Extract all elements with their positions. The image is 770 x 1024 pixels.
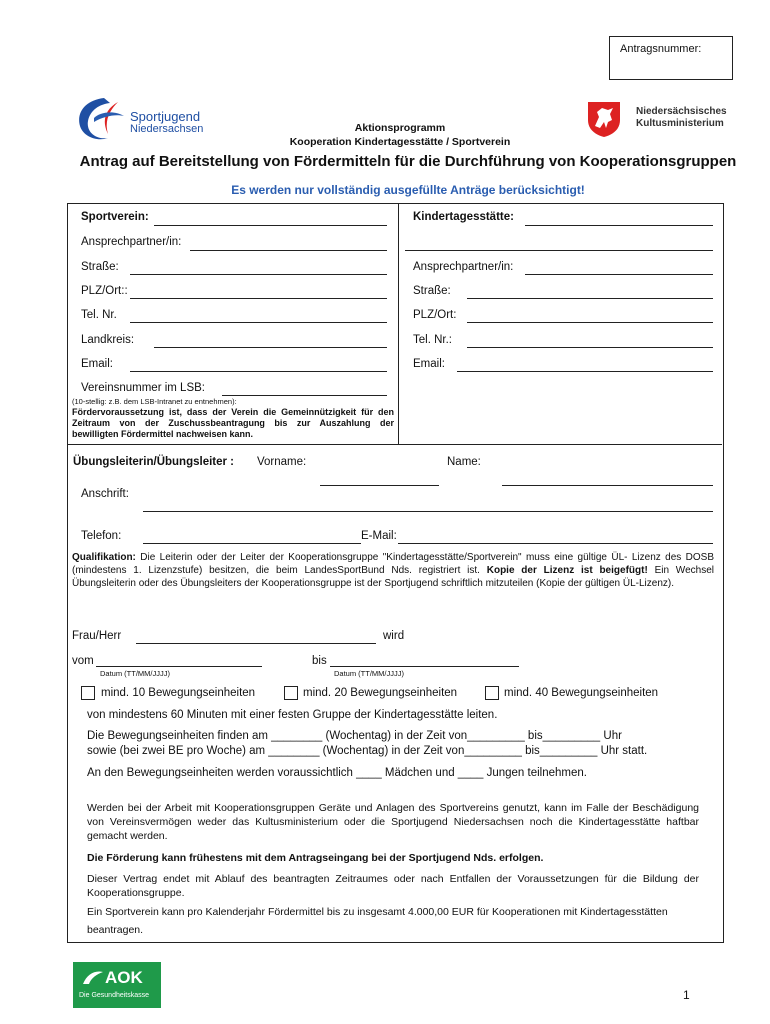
trainer-firstname-label: Vorname: bbox=[257, 456, 307, 468]
trainer-phone-label: Telefon: bbox=[81, 530, 122, 542]
checkbox-20[interactable] bbox=[284, 686, 298, 700]
frauherr-field[interactable] bbox=[136, 643, 376, 644]
verein-number-label: Vereinsnummer im LSB: bbox=[81, 382, 205, 394]
kita-contact-field[interactable] bbox=[525, 274, 713, 275]
verein-plz-label: PLZ/Ort:: bbox=[81, 285, 128, 297]
verein-tel-label: Tel. Nr. bbox=[81, 309, 117, 321]
program-line2: Kooperation Kindertagesstätte / Sportverein bbox=[289, 136, 511, 148]
liability-text: Werden bei der Arbeit mit Kooperationsgruppen Geräte und Anlagen des Sportvereins genutzt, kann im Falle der Beschädigung von Vereinsvermögen weder das Kultusministerium oder die Sportjugend Niedersachsen noch die Kindertagesstätte haftbar gemacht werden. bbox=[87, 802, 699, 842]
verein-tel-field[interactable] bbox=[130, 322, 387, 323]
kita-plz-field[interactable] bbox=[467, 322, 713, 323]
verein-email-field[interactable] bbox=[130, 371, 387, 372]
verein-street-label: Straße: bbox=[81, 261, 119, 273]
trainer-address-label: Anschrift: bbox=[81, 488, 129, 500]
verein-name-field[interactable] bbox=[154, 225, 387, 226]
verein-street-field[interactable] bbox=[130, 274, 387, 275]
verein-contact-label: Ansprechpartner/in: bbox=[81, 236, 182, 248]
checkbox-40[interactable] bbox=[485, 686, 499, 700]
kita-name-field[interactable] bbox=[525, 225, 713, 226]
checkbox-10[interactable] bbox=[81, 686, 95, 700]
qualification-text bbox=[72, 551, 714, 590]
trainer-lastname-label: Name: bbox=[447, 456, 481, 468]
schedule-line-2: sowie (bei zwei BE pro Woche) am ________ (Wochentag) in der Zeit von_________ bis_________ Uhr statt. bbox=[87, 745, 648, 757]
period-from-field[interactable] bbox=[96, 666, 262, 667]
verein-number-hint: (10-stellig: z.B. dem LSB-Intranet zu entnehmen): bbox=[72, 397, 237, 406]
kita-name-field-2[interactable] bbox=[405, 250, 713, 251]
kita-email-label: Email: bbox=[413, 358, 445, 370]
minutes-text: von mindestens 60 Minuten mit einer festen Gruppe der Kindertagesstätte leiten. bbox=[87, 709, 498, 721]
schedule-line-1: Die Bewegungseinheiten finden am ________ (Wochentag) in der Zeit von_________ bis_________ Uhr bbox=[87, 730, 622, 742]
frauherr-wird: wird bbox=[383, 630, 405, 642]
page-number: 1 bbox=[683, 988, 690, 1002]
verein-contact-field[interactable] bbox=[190, 250, 387, 251]
verein-district-label: Landkreis: bbox=[81, 334, 135, 346]
trainer-lastname-field[interactable] bbox=[502, 485, 713, 486]
period-from-hint: Datum (TT/MM/JJJJ) bbox=[100, 669, 170, 678]
kita-plz-label: PLZ/Ort: bbox=[413, 309, 457, 321]
frauherr-label: Frau/Herr bbox=[72, 630, 122, 642]
program-line1: Aktionsprogramm bbox=[354, 122, 446, 134]
period-from-label: vom bbox=[72, 655, 94, 667]
notice: Es werden nur vollständig ausgefüllte Anträge berücksichtigt! bbox=[231, 183, 585, 197]
aok-name: AOK bbox=[105, 968, 143, 987]
checkbox-40-label: mind. 40 Bewegungseinheiten bbox=[504, 687, 659, 699]
earliest-funding: Die Förderung kann frühestens mit dem Antragseingang bei der Sportjugend Nds. erfolgen. bbox=[87, 852, 544, 864]
trainer-address-field[interactable] bbox=[143, 511, 713, 512]
logo-right-line2: Kultusministerium bbox=[636, 118, 724, 129]
kita-email-field[interactable] bbox=[457, 371, 713, 372]
period-to-hint: Datum (TT/MM/JJJJ) bbox=[334, 669, 404, 678]
kita-heading: Kindertagesstätte: bbox=[413, 211, 514, 223]
checkbox-20-label: mind. 20 Bewegungseinheiten bbox=[303, 687, 458, 699]
kita-contact-label: Ansprechpartner/in: bbox=[413, 261, 514, 273]
verein-number-field[interactable] bbox=[222, 395, 387, 396]
aok-tree-icon bbox=[79, 968, 107, 986]
aok-subtitle: Die Gesundheitskasse bbox=[79, 992, 150, 999]
antragsnummer-label: Antragsnummer: bbox=[620, 43, 702, 55]
verein-number-note: Fördervoraussetzung ist, dass der Verein die Gemeinnützigkeit für den Zeitraum von der Zuschussbeantragung bis zur Auszahlung der bewilligten Fördermittel nachweisen kann. bbox=[72, 407, 394, 439]
kita-tel-field[interactable] bbox=[467, 347, 713, 348]
trainer-firstname-field[interactable] bbox=[320, 485, 439, 486]
qualification-text-1: Die Leiterin oder der Leiter der Kooperationsgruppe "Kindertagesstätte/Sportverein" muss eine gültige ÜL- Lizenz des DOSB (mindestens 1. Lizenzstufe) besitzen, die beim LandesSportBund Nds. registriert ist. bbox=[72, 552, 714, 576]
checkbox-10-label: mind. 10 Bewegungseinheiten bbox=[101, 687, 256, 699]
qualification-label: Qualifikation: bbox=[72, 552, 136, 563]
verein-heading: Sportverein: bbox=[81, 211, 149, 223]
aok-logo bbox=[73, 962, 161, 1008]
logo-left-line2: Niedersachsen bbox=[130, 123, 204, 135]
verein-plz-field[interactable] bbox=[130, 298, 387, 299]
logo-right-line1: Niedersächsisches bbox=[636, 106, 727, 117]
period-to-field[interactable] bbox=[330, 666, 519, 667]
funding-limit-text: Ein Sportverein kann pro Kalenderjahr Fördermittel bis zu insgesamt 4.000,00 EUR für Kooperationen mit Kindertagesstätten beantragen. bbox=[87, 906, 668, 936]
period-to-label: bis bbox=[312, 655, 327, 667]
page-title: Antrag auf Bereitstellung von Fördermitteln für die Durchführung von Kooperationsgruppen bbox=[79, 153, 737, 170]
kita-street-label: Straße: bbox=[413, 285, 451, 297]
section-divider-horizontal bbox=[67, 444, 722, 445]
qualification-bold: Kopie der Lizenz ist beigefügt! bbox=[486, 565, 648, 576]
trainer-email-field[interactable] bbox=[398, 543, 713, 544]
qualification-text-2: Ein Wechsel Übungsleiterin oder des Übungsleiters der Kooperationsgruppe ist der Sportjugend schriftlich mitzuteilen (Kopie der gültigen ÜL-Lizenz). bbox=[72, 565, 714, 589]
section-divider-vertical bbox=[398, 203, 399, 445]
kita-tel-label: Tel. Nr.: bbox=[413, 334, 452, 346]
verein-email-label: Email: bbox=[81, 358, 113, 370]
contract-end-text: Dieser Vertrag endet mit Ablauf des beantragten Zeitraumes oder nach Entfallen der Voraussetzungen für die Bildung der Kooperationsgruppe. bbox=[87, 873, 699, 899]
verein-district-field[interactable] bbox=[154, 347, 387, 348]
kita-street-field[interactable] bbox=[467, 298, 713, 299]
logo-left-line1: Sportjugend bbox=[130, 109, 201, 124]
trainer-heading: Übungsleiterin/Übungsleiter : bbox=[73, 456, 235, 468]
trainer-phone-field[interactable] bbox=[143, 543, 361, 544]
participants-text: An den Bewegungseinheiten werden voraussichtlich ____ Mädchen und ____ Jungen teilnehmen. bbox=[87, 767, 587, 779]
antragsnummer-box[interactable] bbox=[609, 36, 733, 80]
trainer-email-label: E-Mail: bbox=[361, 530, 397, 542]
program-heading bbox=[0, 121, 770, 149]
